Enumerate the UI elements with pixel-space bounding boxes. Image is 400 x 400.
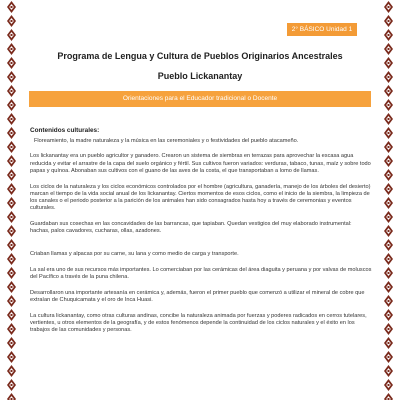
paragraph-harvest: Guardaban sus cosechas en las concavidades de las barrancas, que tapiaban. Quedan vestigios del muy elaborado instrumental: hachas, palos cavadores, cucharas, ollas, azadones. — [30, 220, 352, 235]
contents-text: Floreamiento, la madre naturaleza y la música en las ceremoniales y o festividades del pueblo atacameño. — [34, 138, 299, 145]
people-title: Pueblo Lickanantay — [157, 71, 243, 81]
contents-heading: Contenidos culturales: — [30, 127, 100, 134]
grade-badge: 2° BÁSICO Unidad 1 — [287, 23, 357, 36]
paragraph-nature: La cultura lickanantay, como otras culturas andinas, concibe la naturaleza animada por fuerzas y poderes radicados en cerros tutelares, vertientes, u otros elementos de la geografía, y de estos fenómenos depende la continuidad de los ciclos naturales y el éxito en los trabajos de las comunidades y personas. — [30, 312, 367, 334]
paragraph-agriculture: Los lickanantay era un pueblo agricultor y ganadero. Crearon un sistema de siembras en terrazas para aprovechar la escasa agua reducida y evitar el arrastre de la capa del suelo orgánico y fértil. Sus cultivos fueron variados: verduras, tabaco, tunas, maíz y sobre todo papas y quínoa. Abonaban sus cultivos con el guano de las aves de la costa, el que transportaban a lomo de llamas. — [30, 153, 371, 174]
paragraph-ceramics: Desarrollaron una importante artesanía en cerámica y, además, fueron el primer pueblo que comenzó a utilizar el mineral de cobre que extraían de Chuquicamata y el oro de Inca Huasi. — [30, 289, 365, 304]
paragraph-salt: La sal era uno de sus recursos más importantes. Lo comerciaban por las cerámicas del área diaguita y peruana y por valvas de moluscos del Pacífico a través de la puna chilena. — [30, 266, 372, 281]
paragraph-llamas: Criaban llamas y alpacas por su carne, su lana y como medio de carga y transporte. — [30, 251, 239, 258]
program-title: Programa de Lengua y Cultura de Pueblos Originarios Ancestrales — [57, 51, 343, 61]
section-banner: Orientaciones para el Educador tradicional o Docente — [29, 91, 371, 107]
document-content — [30, 127, 372, 343]
paragraph-cycles: Los ciclos de la naturaleza y los ciclos económicos controlados por el hombre (agricultura, ganadería, manejo de los árboles del desierto) marcan el tiempo de la vida social anual de los lickanantay. Ciertos momentos de esos ciclos, como el inicio de la siembra, la limpieza de los canales o el periodo posterior a la parición de los animales han sido consagrados hasta hoy a través de ceremonias y eventos culturales. — [30, 183, 371, 212]
